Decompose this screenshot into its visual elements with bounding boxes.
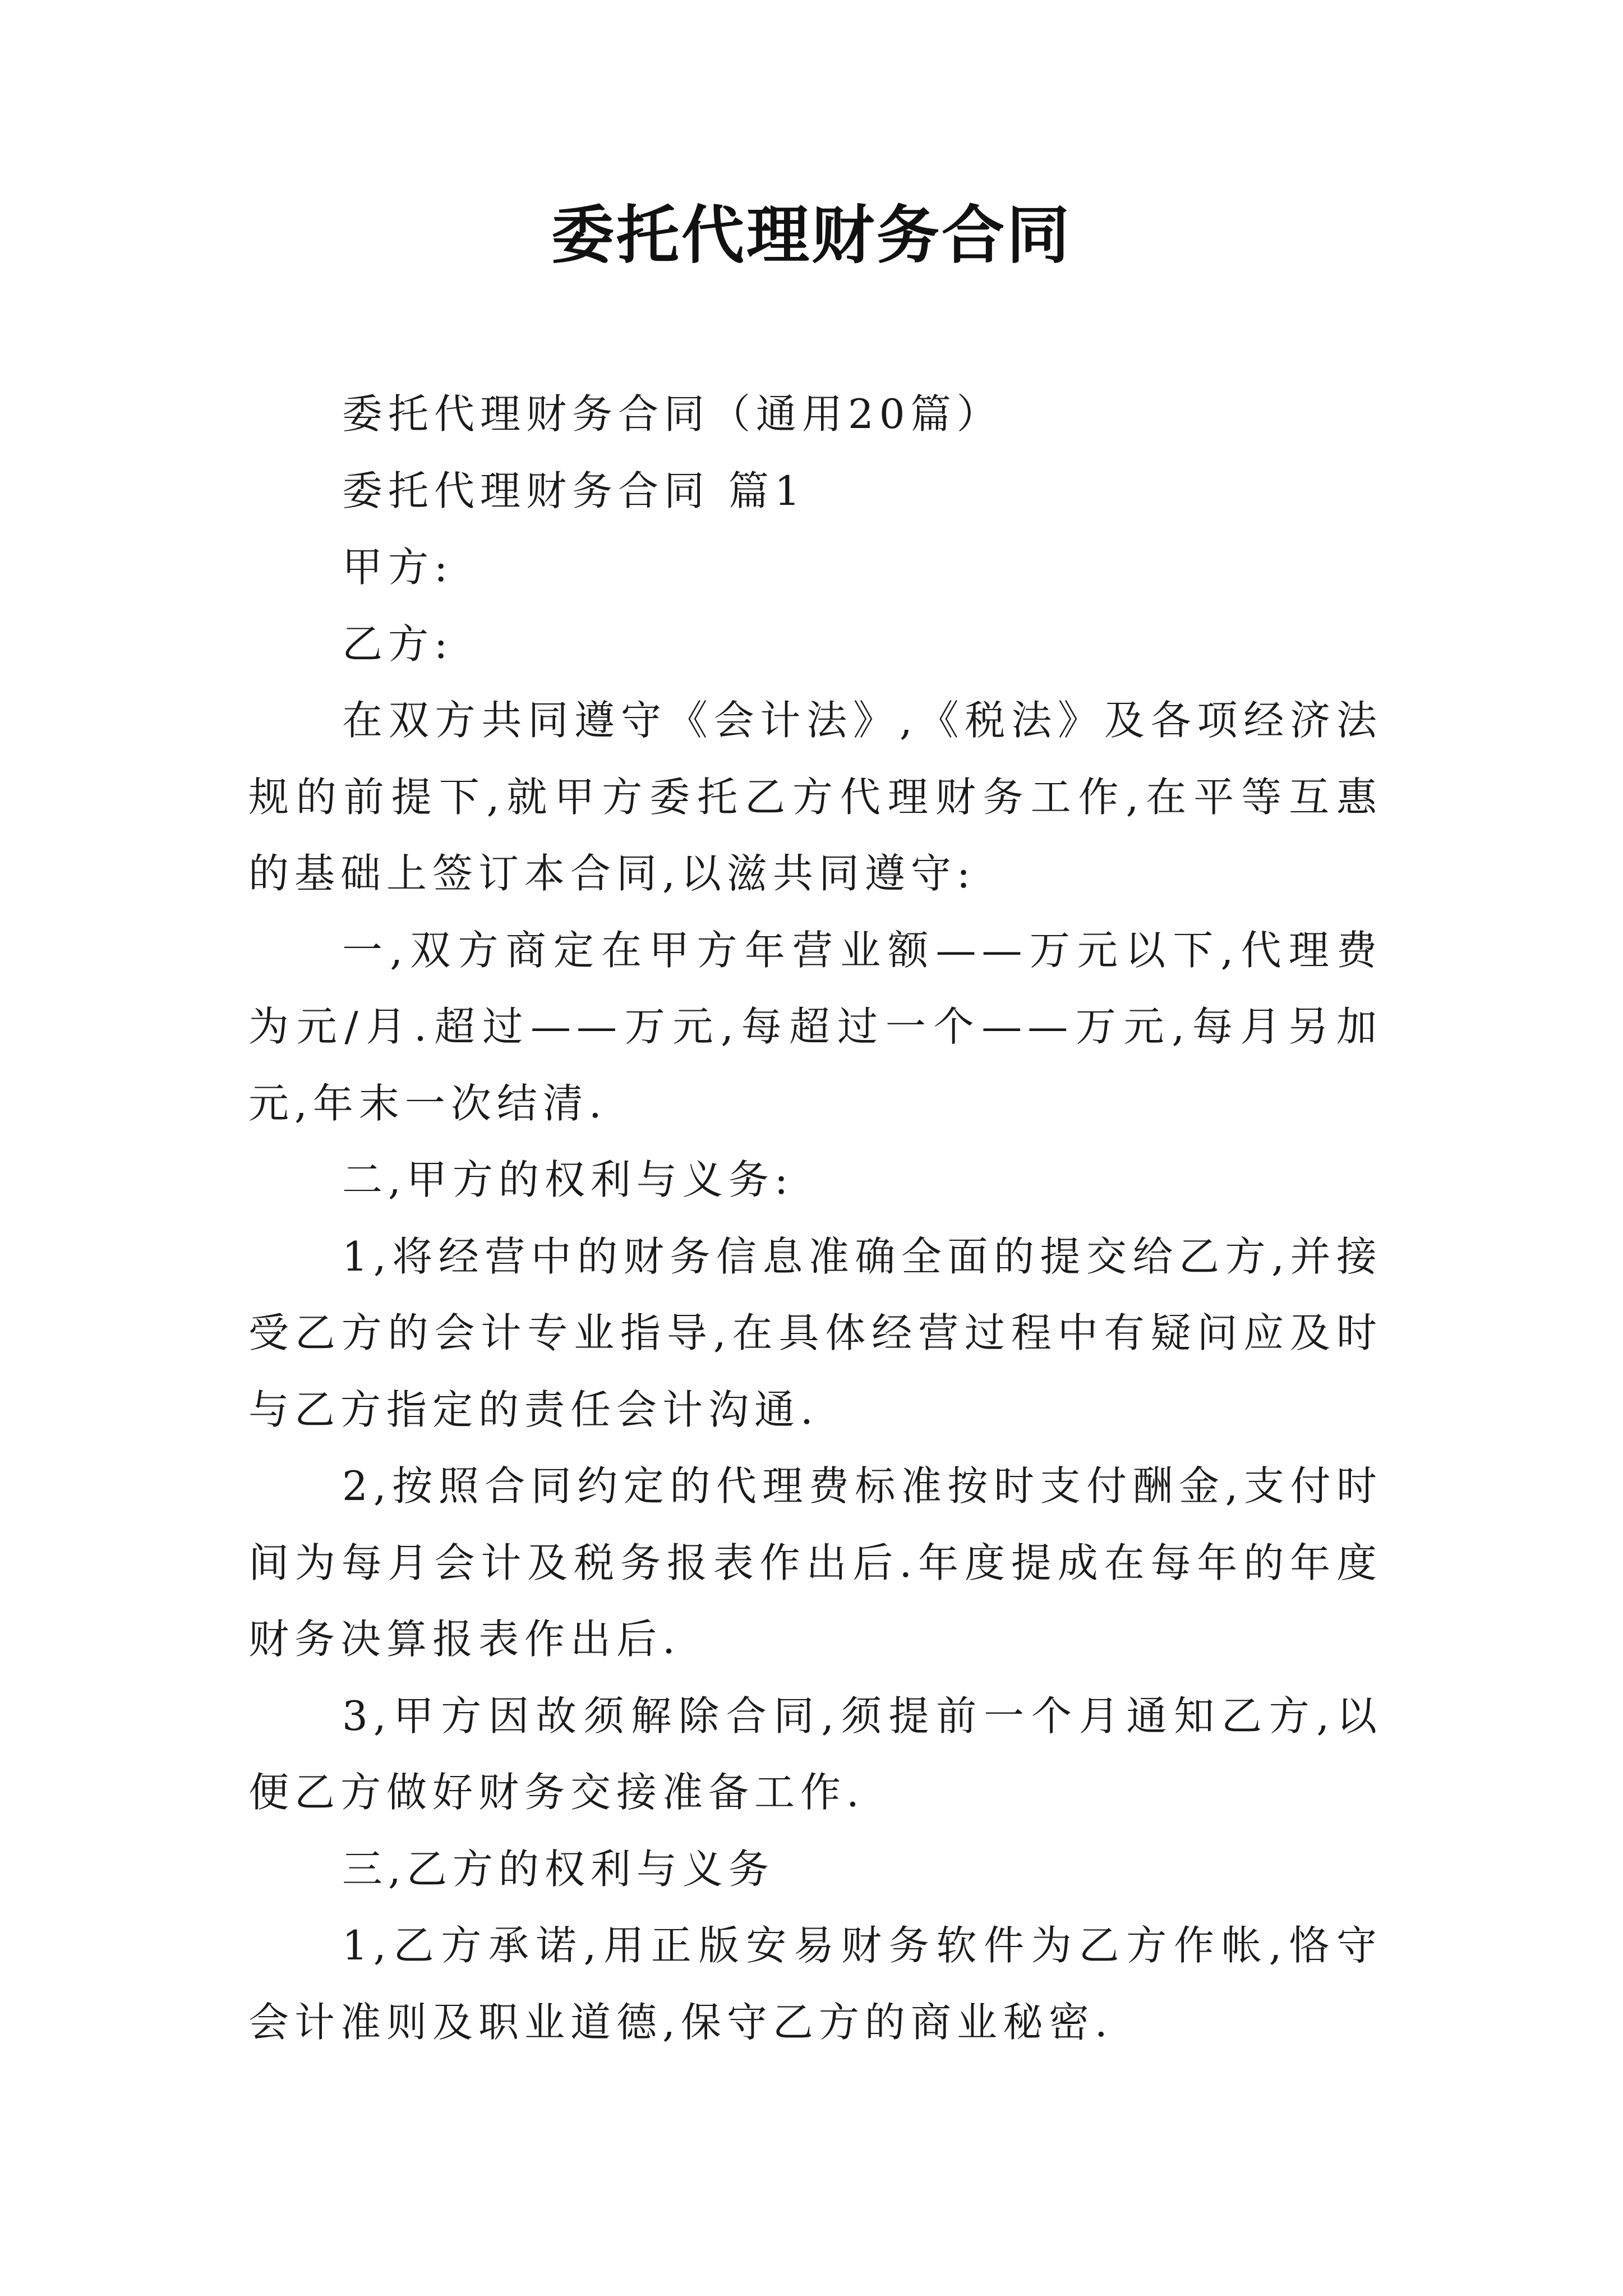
paragraph-party-a: 甲方: (342, 544, 454, 591)
document-body (248, 376, 1382, 2060)
paragraph-preamble: 在双方共同遵守《会计法》,《税法》及各项经济法规的前提下,就甲方委托乙方代理财务工作,在平等互惠的基础上签订本合同,以滋共同遵守: (248, 697, 1382, 897)
paragraph-clause-2-item-3: 3,甲方因故须解除合同,须提前一个月通知乙方,以便乙方做好财务交接准备工作. (248, 1692, 1382, 1816)
paragraph-party-b: 乙方: (342, 620, 454, 668)
paragraph-subtitle: 委托代理财务合同（通用20篇） (342, 390, 1003, 438)
paragraph-clause-3-item-1: 1,乙方承诺,用正版安易财务软件为乙方作帐,恪守会计准则及职业道德,保守乙方的商业秘密. (248, 1922, 1382, 2046)
paragraph-clause-2-item-1: 1,将经营中的财务信息准确全面的提交给乙方,并接受乙方的会计专业指导,在具体经营过程中有疑问应及时与乙方指定的责任会计沟通. (248, 1232, 1382, 1433)
paragraph-clause-2-heading: 二,甲方的权利与义务: (342, 1156, 794, 1203)
paragraph-clause-3-heading: 三,乙方的权利与义务 (342, 1845, 774, 1893)
paragraph-clause-2-item-2: 2,按照合同约定的代理费标准按时支付酬金,支付时间为每月会计及税务报表作出后.年度提成在每年的年度财务决算报表作出后. (248, 1462, 1382, 1663)
document-title: 委托代理财务合同 (551, 199, 1072, 272)
paragraph-clause-1: 一,双方商定在甲方年营业额——万元以下,代理费为元/月.超过——万元,每超过一个——万元,每月另加元,年末一次结清. (248, 926, 1382, 1127)
paragraph-section-heading: 委托代理财务合同 篇1 (342, 467, 806, 514)
